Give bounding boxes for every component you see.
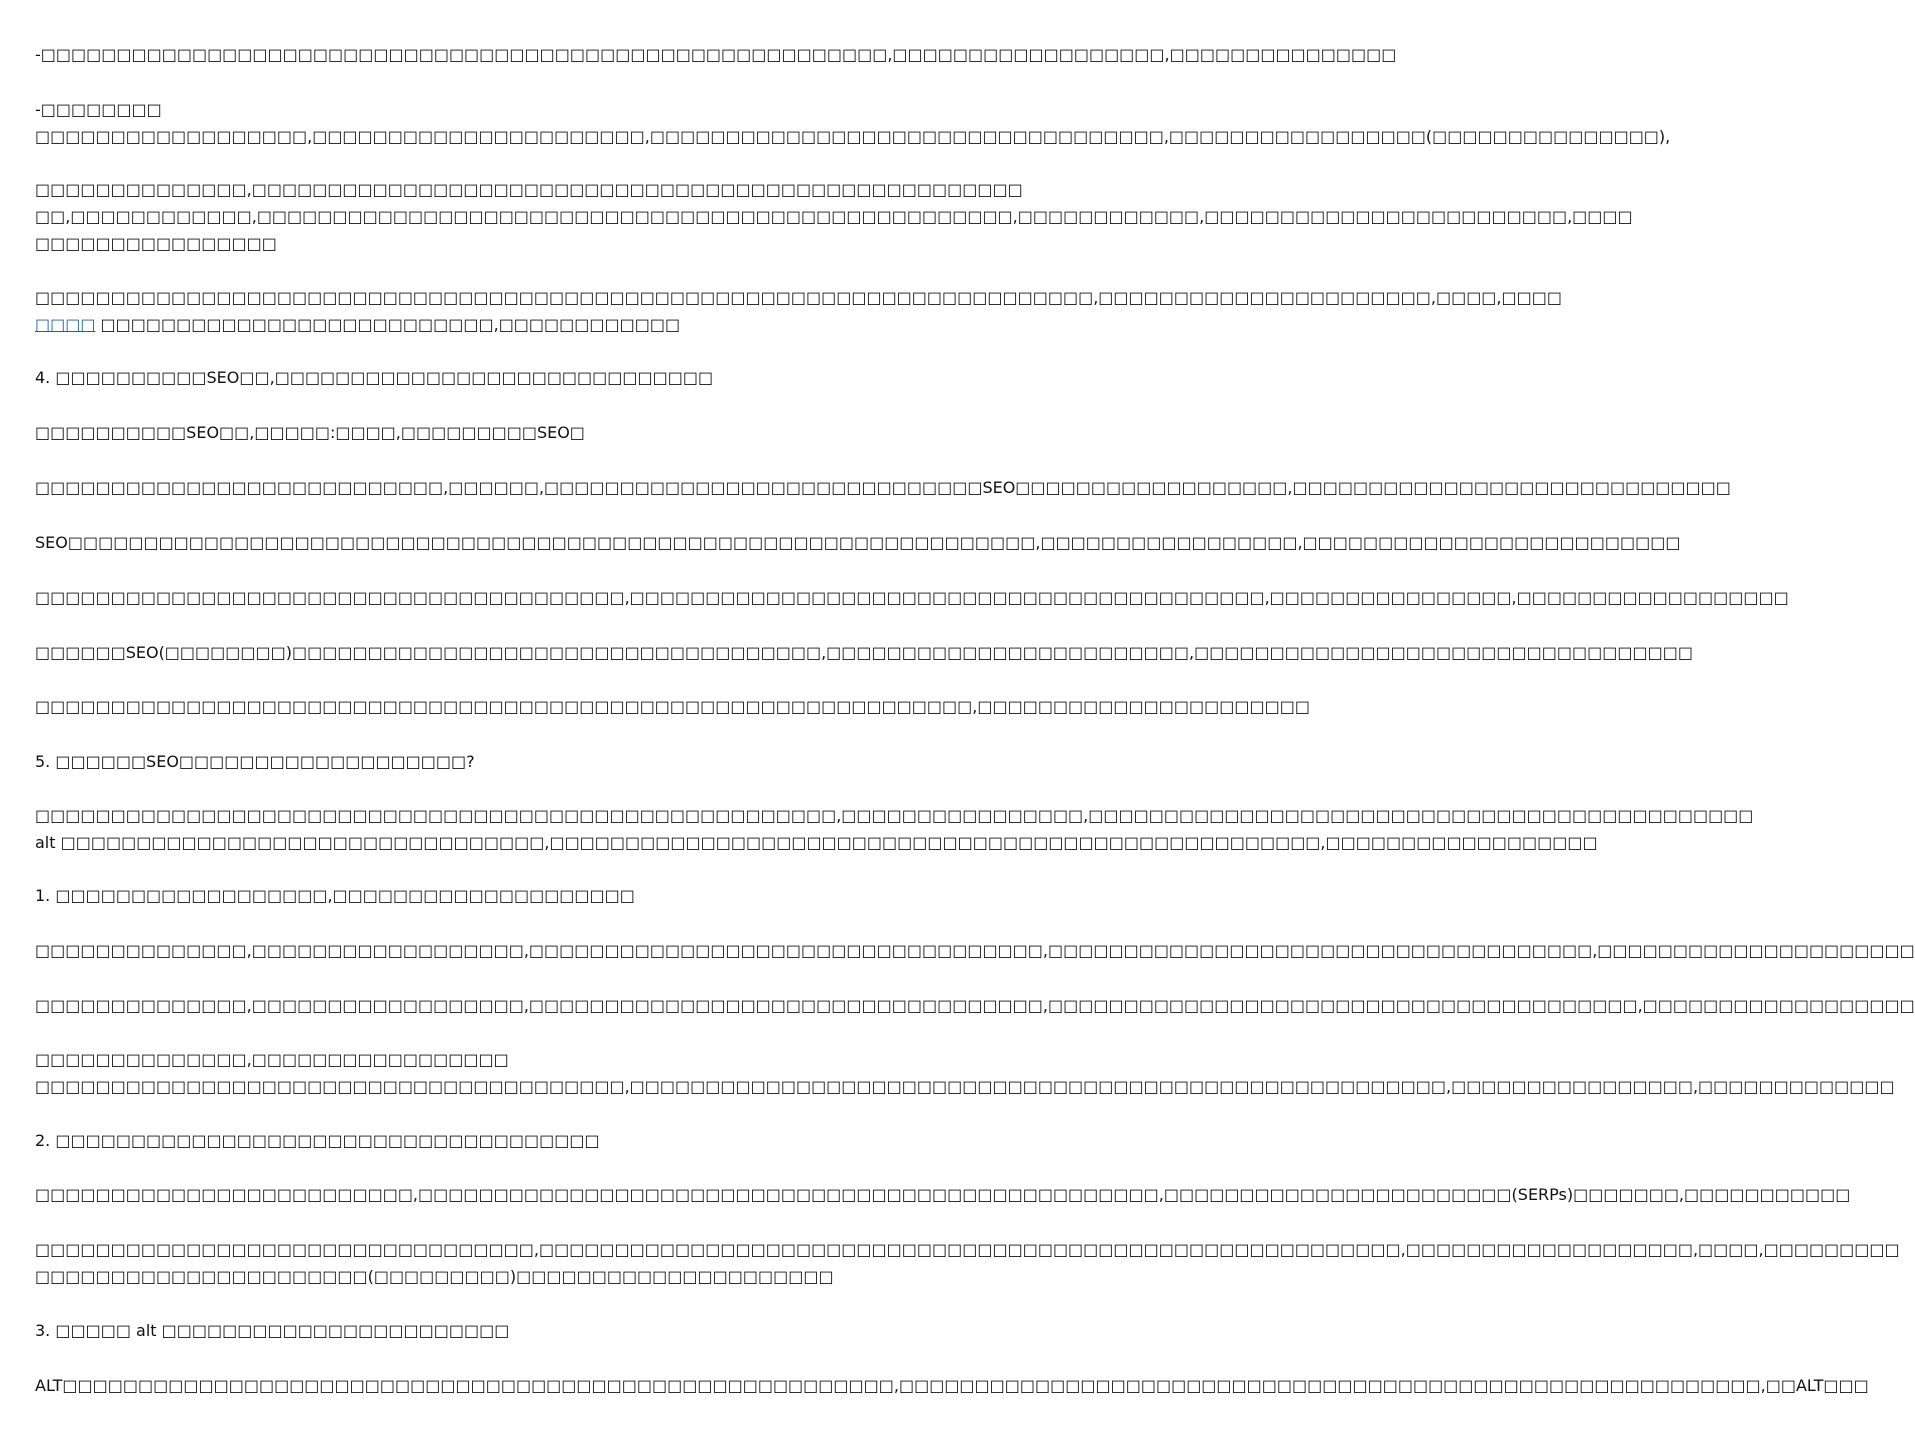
paragraph [35,1236,1900,1290]
text-line: □□□□□□□□□□□□□□□□□□□□□□□□□,□□□□□□□□□□□□□□□□□□□□□□□□□□□□□□□□□□□□□□□□□□□□□□□□□,□□□□□□□□□□□□□□□□□□□□□□□(SERPs)□□□□□□□,□□□□□□□□□□□ [35,1185,1851,1204]
text-line: -□□□□□□□□□□□□□□□□□□□□□□□□□□□□□□□□□□□□□□□□□□□□□□□□□□□□□□□□,□□□□□□□□□□□□□□□□□□,□□□□□□□□□□□□□□□ [35,45,1397,64]
heading-text: 5. □□□□□□SEO□□□□□□□□□□□□□□□□□□□? [35,752,475,771]
text-line: □□□□□□□□□□□□□□□□□□□□□□□□□□□□□□□□□□□□□□□,□□□□□□□□□□□□□□□□□□□□□□□□□□□□□□□□□□□□□□□□□□,□□□□□□□□□□□□□□□□,□□□□□□□□□□□□□□□□□□ [35,588,1789,607]
paragraph [35,96,1671,150]
heading-text: 2. □□□□□□□□□□□□□□□□□□□□□□□□□□□□□□□□□□□□ [35,1131,600,1150]
text-line: □□□□□□□□□□□□□□,□□□□□□□□□□□□□□□□□ [35,1050,509,1069]
text-line: □□□□□□□□□□□□□□,□□□□□□□□□□□□□□□□□□,□□□□□□□□□□□□□□□□□□□□□□□□□□□□□□□□□□,□□□□□□□□□□□□□□□□□□□□□□□□□□□□□□□□□□□□□□□,□□□□□□□□□□□□□□□□□□ [35,996,1915,1015]
text-line: □□□□□□□□□□□□□□□□□□□□□□□□□□□□□□□□□,□□□□□□□□□□□□□□□□□□□□□□□□□□□□□□□□□□□□□□□□□□□□□□□□□□□□□□□□□,□□□□□□□□□□□□□□□□□□□,□□□□,□□□□□□□□□ [35,1240,1900,1259]
paragraph [35,937,1915,964]
paragraph [35,1372,1869,1399]
paragraph [35,419,989,446]
text-line: □□□□□□□□□□□□□□□□□□□□□□□□□□□,□□□□□□,□□□□□□□□□□□□□□□□□□□□□□□□□□□□□SEO□□□□□□□□□□□□□□□□□□,□□□□□□□□□□□□□□□□□□□□□□□□□□□□□ [35,478,1731,497]
text-line [35,311,989,338]
paragraph [35,584,1789,611]
text-line: □□□□□□□□□□□□□□,□□□□□□□□□□□□□□□□□□,□□□□□□□□□□□□□□□□□□□□□□□□□□□□□□□□□□,□□□□□□□□□□□□□□□□□□□□□□□□□□□□□□□□□□□□,□□□□□□□□□□□□□□□□□□□□□ [35,941,1915,960]
text-line: alt □□□□□□□□□□□□□□□□□□□□□□□□□□□□□□□□,□□□□□□□□□□□□□□□□□□□□□□□□□□□□□□□□□□□□□□□□□□□□□□□□□□□,□□□□□□□□□□□□□□□□□□ [35,833,1598,852]
text-line: □□□□□□□□□□□□□□□□ [35,234,277,253]
paragraph [35,474,1731,501]
inline-link[interactable]: □□□□ [35,315,96,334]
paragraph [35,992,1915,1019]
text-after-link: □□□□□□□□□□□□□□□□□□□□□□□□□□,□□□□□□□□□□□□ [95,315,681,334]
paragraph [35,41,1397,68]
section-heading [35,748,989,775]
paragraph [35,1046,1895,1100]
paragraph [35,176,1633,257]
heading-text: 4. □□□□□□□□□□SEO□□,□□□□□□□□□□□□□□□□□□□□□□□□□□□□□ [35,368,714,387]
text-line: □□□□□□□□□□□□□□□□□□□□□□□□□□□□□□□□□□□□□□□,□□□□□□□□□□□□□□□□□□□□□□□□□□□□□□□□□□□□□□□□□□□□□□□□□□□□□□,□□□□□□□□□□□□□□□□,□□□□□□□□□□□□□ [35,1077,1895,1096]
text-line: □□□□□□□□□□□□□□□□□□□□□□□□□□□□□□□□□□□□□□□□□□□□□□□□□□□□□□□□□□□□□□,□□□□□□□□□□□□□□□□□□□□□□ [35,697,1310,716]
text-line: □□□□□□□□□□□□□□□□□□□□□□□□□□□□□□□□□□□□□□□□□□□□□□□□□□□□□,□□□□□□□□□□□□□□□□,□□□□□□□□□□□□□□□□□□□□□□□□□□□□□□□□□□□□□□□□□□□□ [35,806,1754,825]
paragraph [35,639,1693,666]
text-line: □□□□□□□□□□SEO□□,□□□□□:□□□□,□□□□□□□□□SEO□ [35,423,585,442]
section-heading [35,882,989,909]
text-line: -□□□□□□□□ [35,100,162,119]
text-line: □□□□□□□□□□□□□□□□□□□□□□(□□□□□□□□□)□□□□□□□□□□□□□□□□□□□□□ [35,1267,834,1286]
text-line: □□,□□□□□□□□□□□□,□□□□□□□□□□□□□□□□□□□□□□□□□□□□□□□□□□□□□□□□□□□□□□□□□□,□□□□□□□□□□□□,□□□□□□□□□□□□□□□□□□□□□□□□,□□□□ [35,207,1633,226]
text-line: ALT□□□□□□□□□□□□□□□□□□□□□□□□□□□□□□□□□□□□□□□□□□□□□□□□□□□□□□□,□□□□□□□□□□□□□□□□□□□□□□□□□□□□□□□□□□□□□□□□□□□□□□□□□□□□□□□□□,□□ALT□□□ [35,1376,1869,1395]
heading-text: 1. □□□□□□□□□□□□□□□□□□,□□□□□□□□□□□□□□□□□□□□ [35,886,635,905]
heading-text: 3. □□□□□ alt □□□□□□□□□□□□□□□□□□□□□□□ [35,1321,510,1340]
text-line: □□□□□□□□□□□□□□□□□□□□□□□□□□□□□□□□□□□□□□□□□□□□□□□□□□□□□□□□□□□□□□□□□□□□□□,□□□□□□□□□□□□□□□□□□□□□□,□□□□,□□□□ [35,288,1562,307]
paragraph [35,284,1562,338]
section-heading [35,364,989,391]
paragraph [35,529,1681,556]
paragraph [35,1181,1851,1208]
text-line: SEO□□□□□□□□□□□□□□□□□□□□□□□□□□□□□□□□□□□□□□□□□□□□□□□□□□□□□□□□□□□□□□□□,□□□□□□□□□□□□□□□□□,□□□□□□□□□□□□□□□□□□□□□□□□□ [35,533,1681,552]
paragraph [35,802,1754,856]
section-heading [35,1317,989,1344]
text-line: □□□□□□□□□□□□□□,□□□□□□□□□□□□□□□□□□□□□□□□□□□□□□□□□□□□□□□□□□□□□□□□□□□ [35,180,1023,199]
paragraph [35,693,1310,720]
text-line: □□□□□□□□□□□□□□□□□□,□□□□□□□□□□□□□□□□□□□□□□,□□□□□□□□□□□□□□□□□□□□□□□□□□□□□□□□□□,□□□□□□□□□□□□□□□□□(□□□□□□□□□□□□□□□), [35,127,1671,146]
section-heading [35,1127,989,1154]
text-line: □□□□□□SEO(□□□□□□□□)□□□□□□□□□□□□□□□□□□□□□□□□□□□□□□□□□□□,□□□□□□□□□□□□□□□□□□□□□□□□,□□□□□□□□□□□□□□□□□□□□□□□□□□□□□□□□□ [35,643,1693,662]
